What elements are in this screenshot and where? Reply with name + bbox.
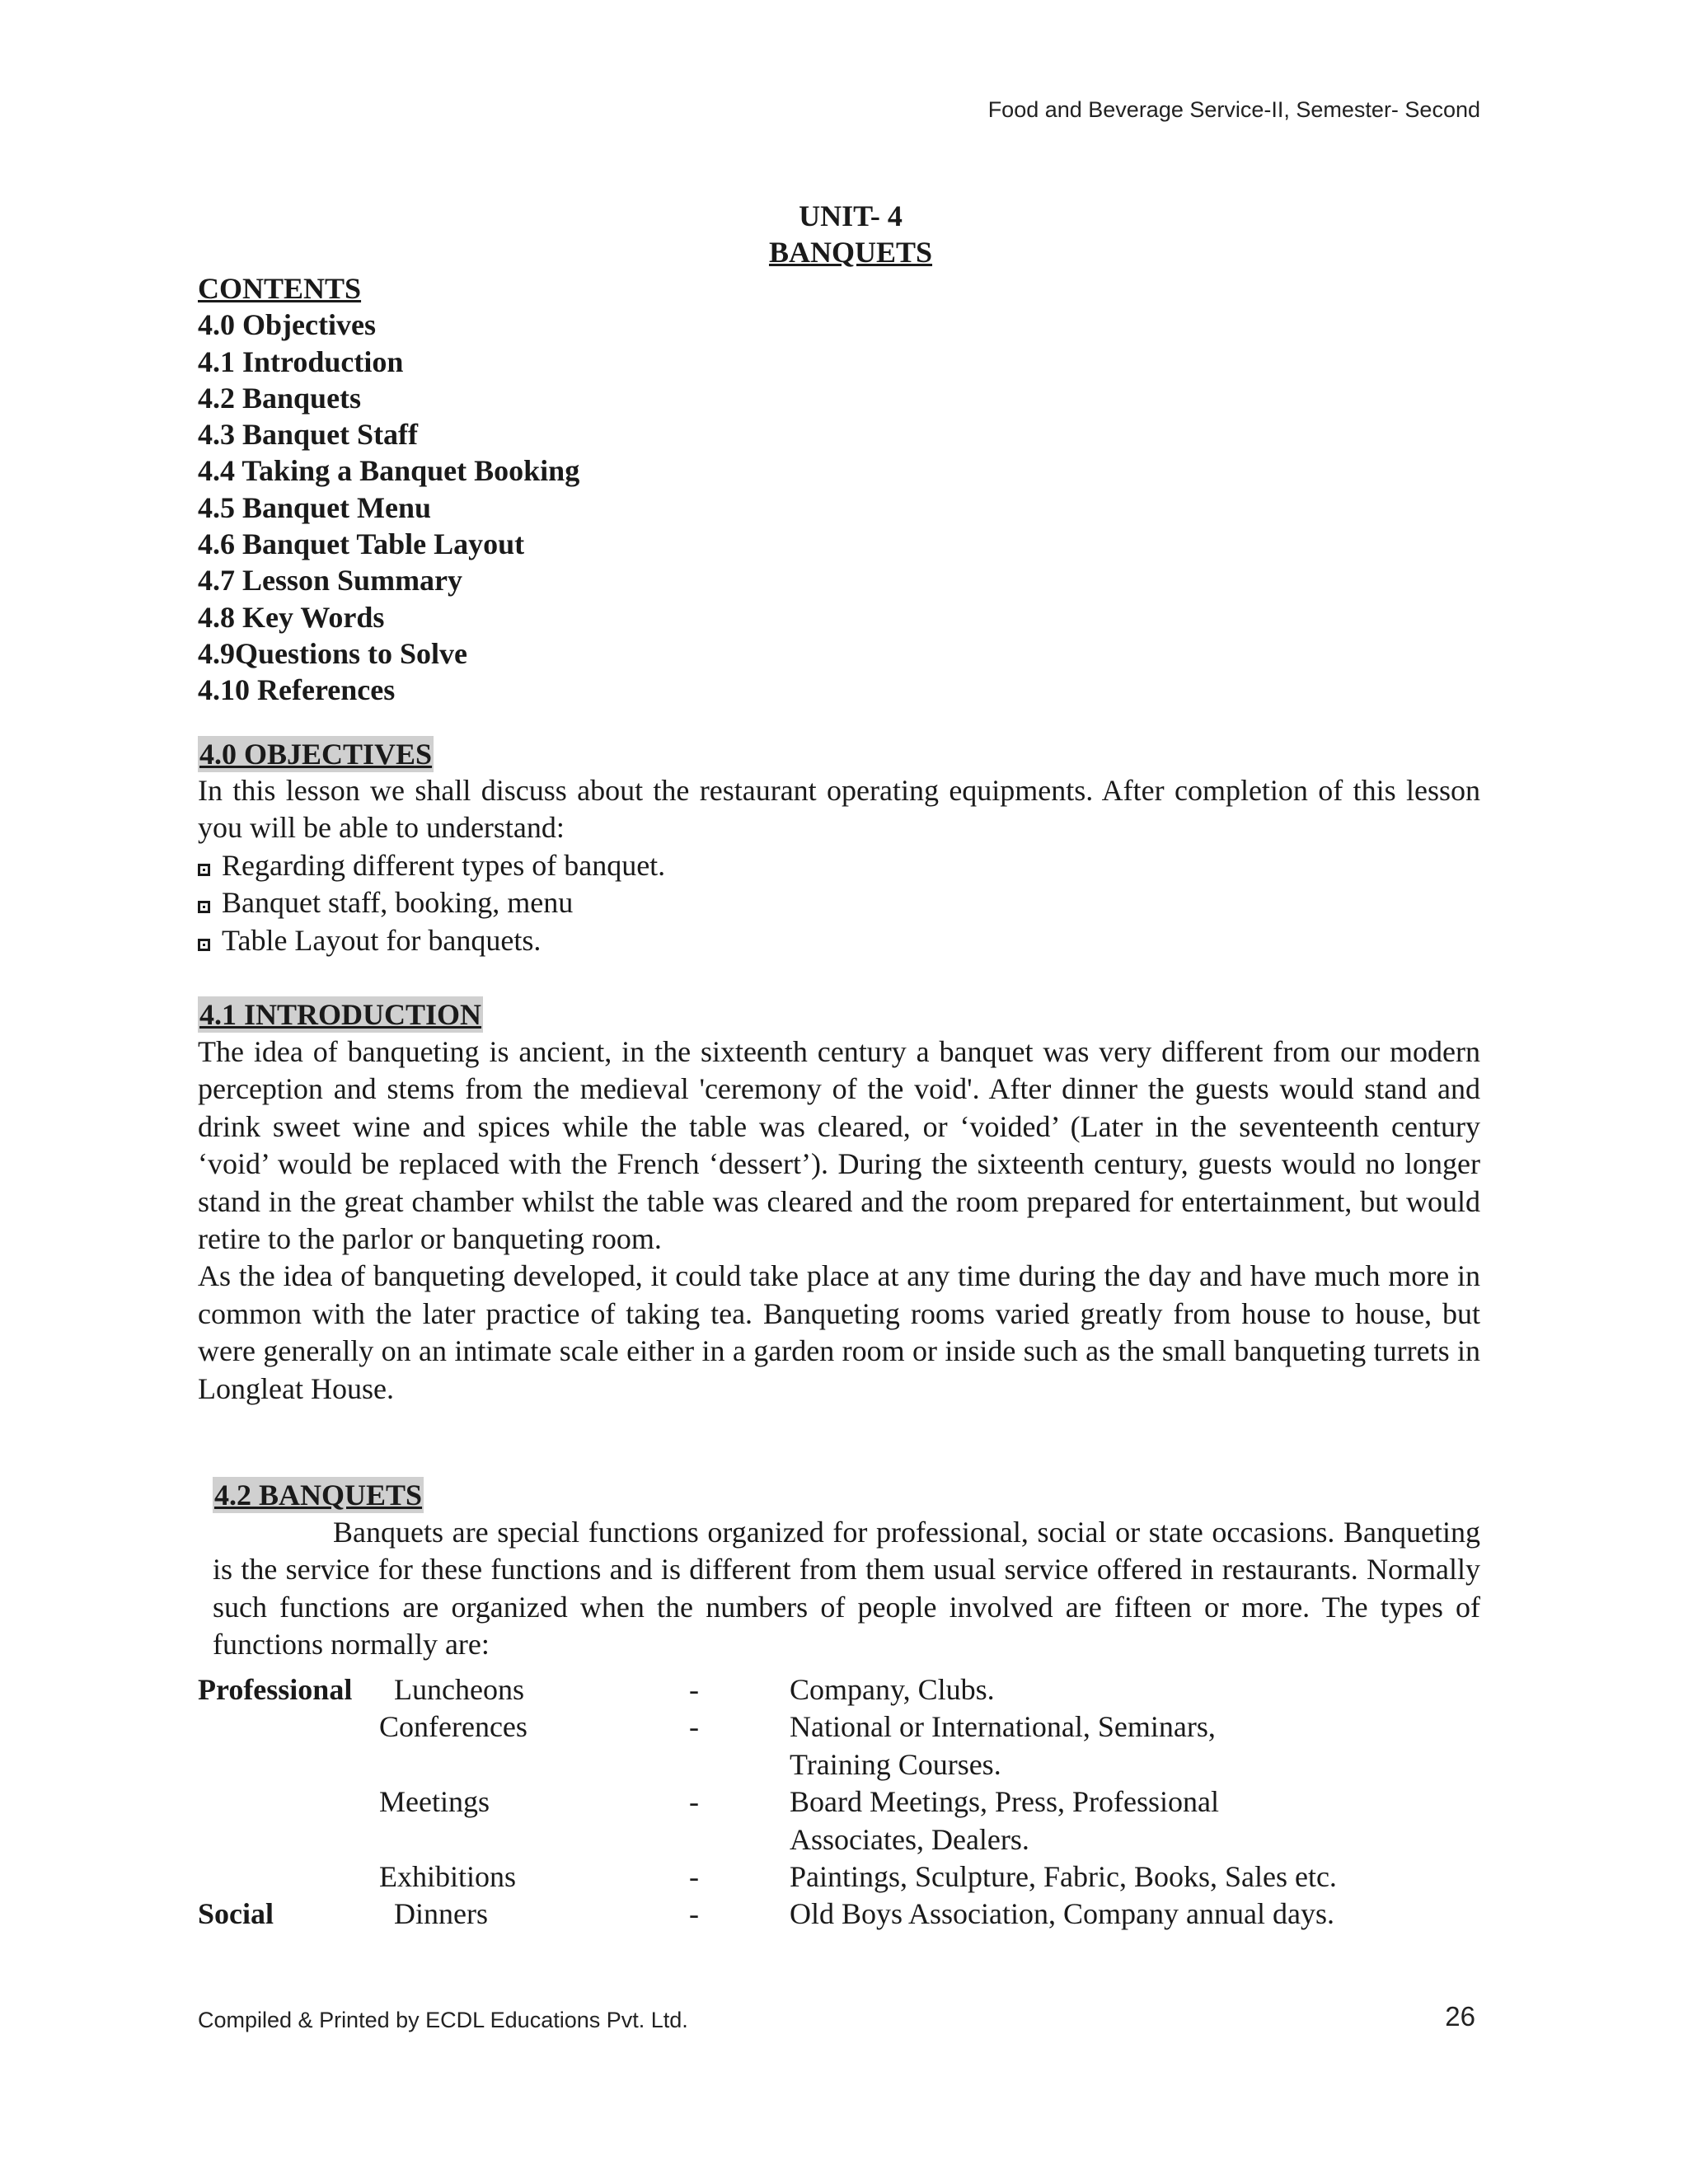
introduction-heading: 4.1 INTRODUCTION (199, 998, 482, 1031)
function-examples: Old Boys Association, Company annual days. (790, 1897, 1334, 1931)
objectives-bullet (198, 847, 1480, 884)
contents-list (198, 270, 579, 709)
contents-item: 4.6 Banquet Table Layout (198, 527, 525, 561)
objectives-heading: 4.0 OBJECTIVES (199, 738, 433, 771)
function-type: Luncheons (394, 1673, 524, 1706)
contents-item: 4.7 Lesson Summary (198, 564, 463, 598)
contents-item: 4.10 References (198, 673, 396, 707)
function-examples: Company, Clubs. (790, 1673, 995, 1706)
function-type: Dinners (394, 1897, 488, 1931)
contents-item: 4.5 Banquet Menu (198, 490, 432, 524)
objectives-body (198, 772, 1480, 959)
function-type: Exhibitions (379, 1859, 517, 1893)
page-number: 26 (1445, 2001, 1475, 2032)
function-group: Professional (198, 1673, 353, 1706)
function-examples: Paintings, Sculpture, Fabric, Books, Sales etc. (790, 1859, 1337, 1893)
function-group: Social (198, 1897, 274, 1931)
running-header: Food and Beverage Service-II, Semester- Second (987, 97, 1480, 122)
separator-dash: - (689, 1673, 699, 1706)
separator-dash: - (689, 1710, 699, 1744)
contents-item: 4.8 Key Words (198, 600, 385, 634)
separator-dash: - (689, 1897, 699, 1931)
introduction-paragraph: As the idea of banqueting developed, it could take place at any time during the day and have much more in common with the later practice of taking tea. Banqueting rooms varied greatly from house to house, but were generally on an intimate scale either in a garden room or inside such as the small banqueting turrets in Longleat House. (198, 1259, 1480, 1405)
unit-title: BANQUETS (768, 236, 933, 269)
contents-item: 4.1 Introduction (198, 344, 404, 378)
function-type: Meetings (379, 1785, 490, 1819)
function-examples: National or International, Seminars, (790, 1710, 1216, 1744)
contents-item: 4.4 Taking a Banquet Booking (198, 454, 580, 488)
introduction-body (198, 1033, 1480, 1408)
unit-number: UNIT- 4 (799, 199, 903, 232)
bullet-text: Banquet staff, booking, menu (222, 886, 574, 920)
bullet-text: Regarding different types of banquet. (222, 848, 666, 882)
objectives-intro: In this lesson we shall discuss about the restaurant operating equipments. After completion of this lesson you will be able to understand: (198, 774, 1480, 845)
square-bullet-icon (198, 901, 210, 913)
function-examples: Board Meetings, Press, Professional (790, 1785, 1219, 1819)
square-bullet-icon (198, 864, 210, 876)
footer-credit: Compiled & Printed by ECDL Educations Pvt. Ltd. (198, 2008, 688, 2032)
function-examples: Training Courses. (790, 1747, 1001, 1781)
unit-title-block (0, 198, 1688, 270)
introduction-paragraph: The idea of banqueting is ancient, in the sixteenth century a banquet was very different from our modern perception and stems from the medieval 'ceremony of the void'. After dinner the guests would stand and drink sweet wine and spices while the table was cleared, or ‘voided’ (Later in the seventeenth century ‘void’ would be replaced with the French ‘dessert’). During the sixteenth century, guests would no longer stand in the great chamber whilst the table was cleared and the room prepared for entertainment, but would retire to the parlor or banqueting room. (198, 1035, 1480, 1256)
function-examples: Associates, Dealers. (790, 1822, 1029, 1856)
separator-dash: - (689, 1859, 699, 1893)
contents-item: 4.3 Banquet Staff (198, 418, 419, 452)
objectives-bullet (198, 922, 1480, 959)
contents-heading: CONTENTS (198, 272, 362, 305)
function-type: Conferences (379, 1710, 528, 1744)
bullet-text: Table Layout for banquets. (222, 923, 542, 957)
contents-item: 4.2 Banquets (198, 381, 362, 415)
contents-item: 4.0 Objectives (198, 308, 376, 342)
banquets-paragraph: Banquets are special functions organized for professional, social or state occasions. Banqueting is the service for these functions and is different from them usual service offered in restaurants. Normally such functions are organized when the numbers of people involved are fifteen or more. The types of functions normally are: (213, 1516, 1480, 1661)
banquets-heading: 4.2 BANQUETS (214, 1479, 423, 1511)
square-bullet-icon (198, 939, 210, 951)
objectives-bullet (198, 884, 1480, 921)
contents-item: 4.9Questions to Solve (198, 636, 468, 670)
separator-dash: - (689, 1785, 699, 1819)
